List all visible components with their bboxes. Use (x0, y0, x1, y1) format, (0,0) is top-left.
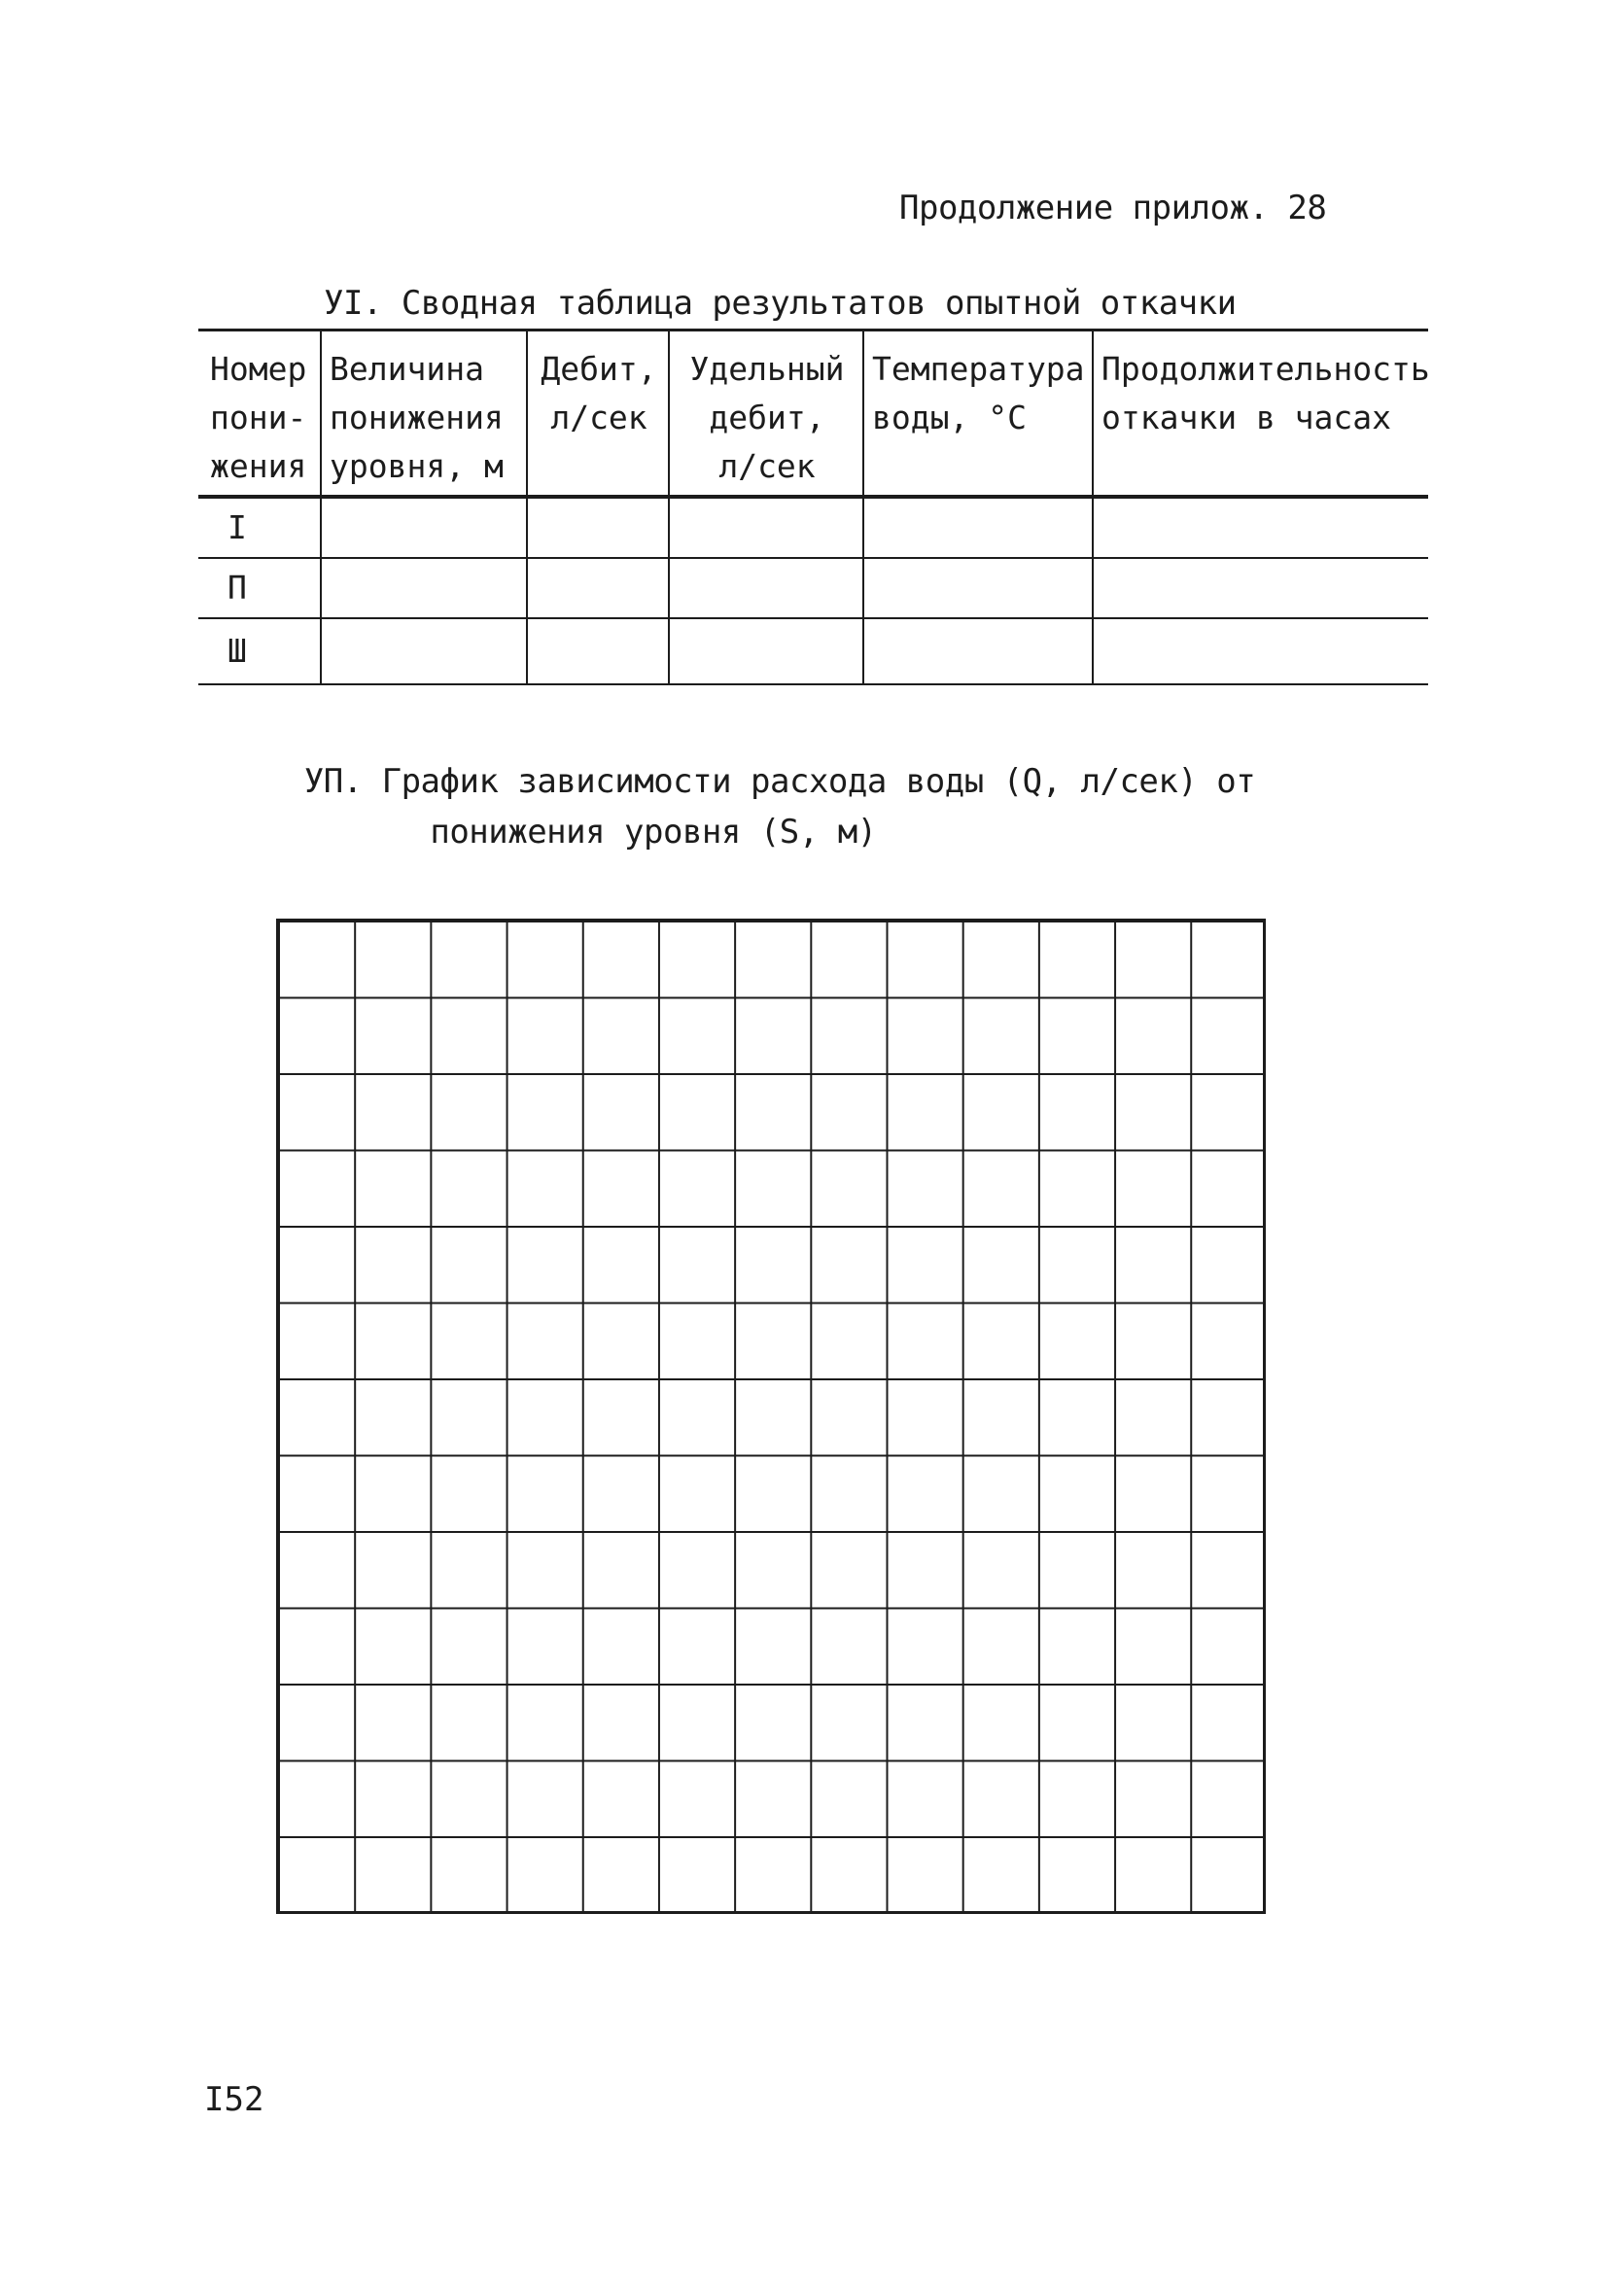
table-row (198, 618, 1428, 684)
table-cell[interactable] (1093, 497, 1428, 558)
table-cell[interactable] (321, 558, 527, 618)
table-cell[interactable] (863, 618, 1093, 684)
table-cell[interactable] (527, 497, 669, 558)
table-header-row (198, 330, 1428, 498)
results-table (198, 329, 1428, 685)
row-number: Ш (198, 618, 321, 684)
table-cell[interactable] (527, 618, 669, 684)
table-title: УI. Сводная таблица результатов опытной откачки (324, 284, 1237, 323)
col-header-temperature: Температура воды, °С (863, 330, 1093, 498)
table-cell[interactable] (527, 558, 669, 618)
table-cell[interactable] (321, 497, 527, 558)
table-cell[interactable] (1093, 618, 1428, 684)
col-header-drawdown: Величина понижения уровня, м (321, 330, 527, 498)
table-cell[interactable] (321, 618, 527, 684)
table-cell[interactable] (863, 558, 1093, 618)
table-cell[interactable] (669, 558, 863, 618)
col-header-discharge: Дебит, л/сек (527, 330, 669, 498)
graph-title-line-1: УП. График зависимости расхода воды (Q, л/сек) от (303, 762, 1256, 801)
table-cell[interactable] (669, 497, 863, 558)
blank-graph-grid[interactable] (276, 919, 1266, 1914)
table-cell[interactable] (669, 618, 863, 684)
table-cell[interactable] (1093, 558, 1428, 618)
graph-title (0, 756, 1608, 857)
col-header-specific-discharge: Удельный дебит, л/сек (669, 330, 863, 498)
col-header-duration: Продолжительность откачки в часах (1093, 330, 1428, 498)
row-number: I (198, 497, 321, 558)
row-number: П (198, 558, 321, 618)
table-row (198, 497, 1428, 558)
table-row (198, 558, 1428, 618)
graph-title-line-2: понижения уровня (S, м) (430, 813, 877, 852)
page-number: I52 (204, 2080, 264, 2119)
col-header-number: Номер пони- жения (198, 330, 321, 498)
table-cell[interactable] (863, 497, 1093, 558)
continuation-header: Продолжение прилож. 28 (899, 189, 1327, 227)
